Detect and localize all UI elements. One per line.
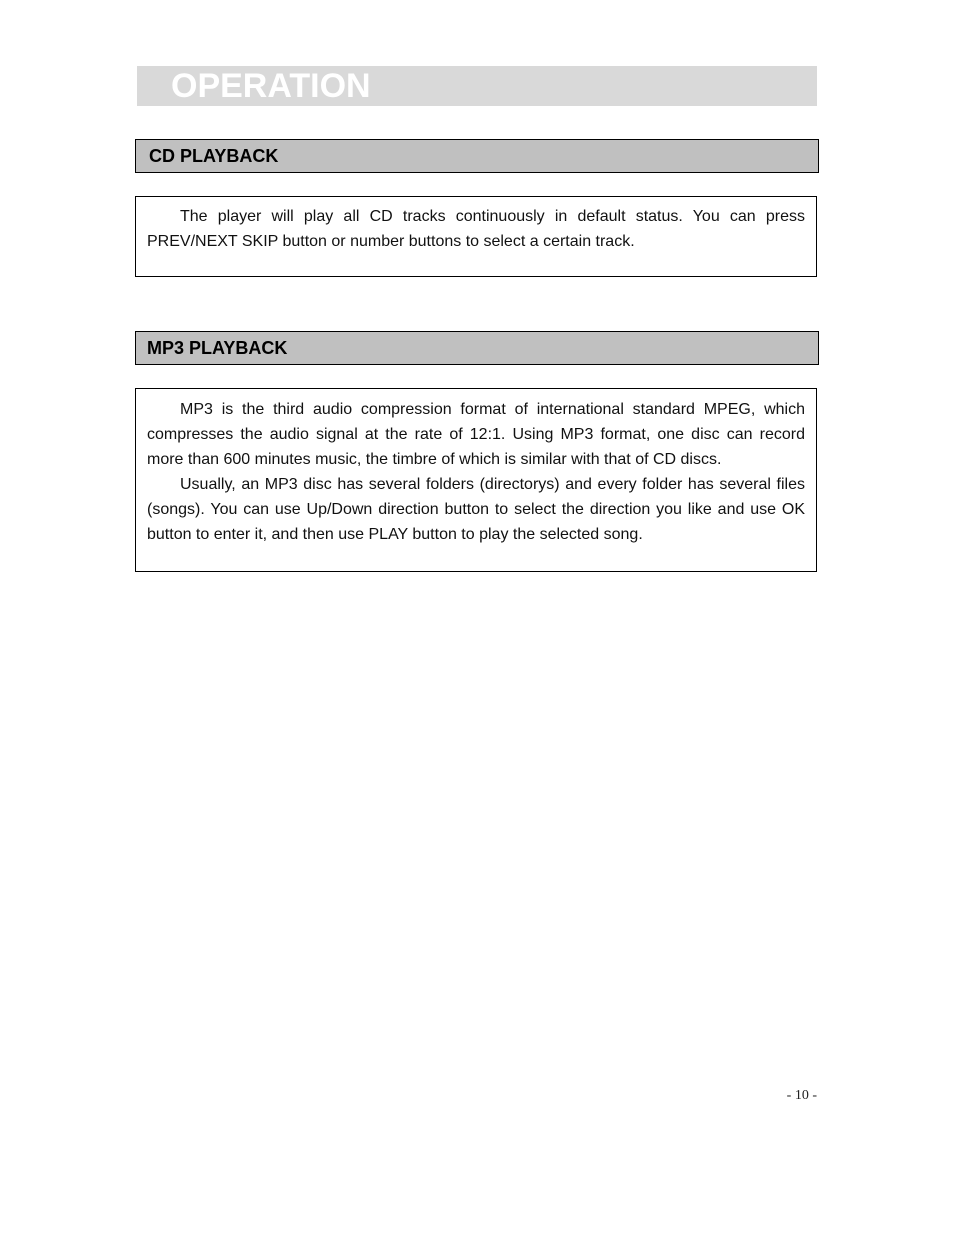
section-body-mp3-playback [135,388,817,572]
section-heading: MP3 PLAYBACK [147,338,288,358]
paragraph: Usually, an MP3 disc has several folders (directorys) and every folder has several files (songs). You can use Up/Down direction button to select the direction you like and use OK button to enter it, and then use PLAY button to play the selected song. [147,476,805,543]
section-body-cd-playback [135,196,817,277]
section-header-mp3-playback [135,331,819,365]
paragraph: The player will play all CD tracks continuously in default status. You can press PREV/NEXT SKIP button or number buttons to select a certain track. [147,208,805,250]
page-title: OPERATION [171,67,371,105]
page-title-bar [137,66,817,106]
paragraph: MP3 is the third audio compression format of international standard MPEG, which compresses the audio signal at the rate of 12:1. Using MP3 format, one disc can record more than 600 minutes music, the timbre of which is similar with that of CD discs. [147,401,805,468]
section-heading: CD PLAYBACK [149,146,279,166]
page-number: - 10 - [786,1088,817,1103]
section-header-cd-playback [135,139,819,173]
